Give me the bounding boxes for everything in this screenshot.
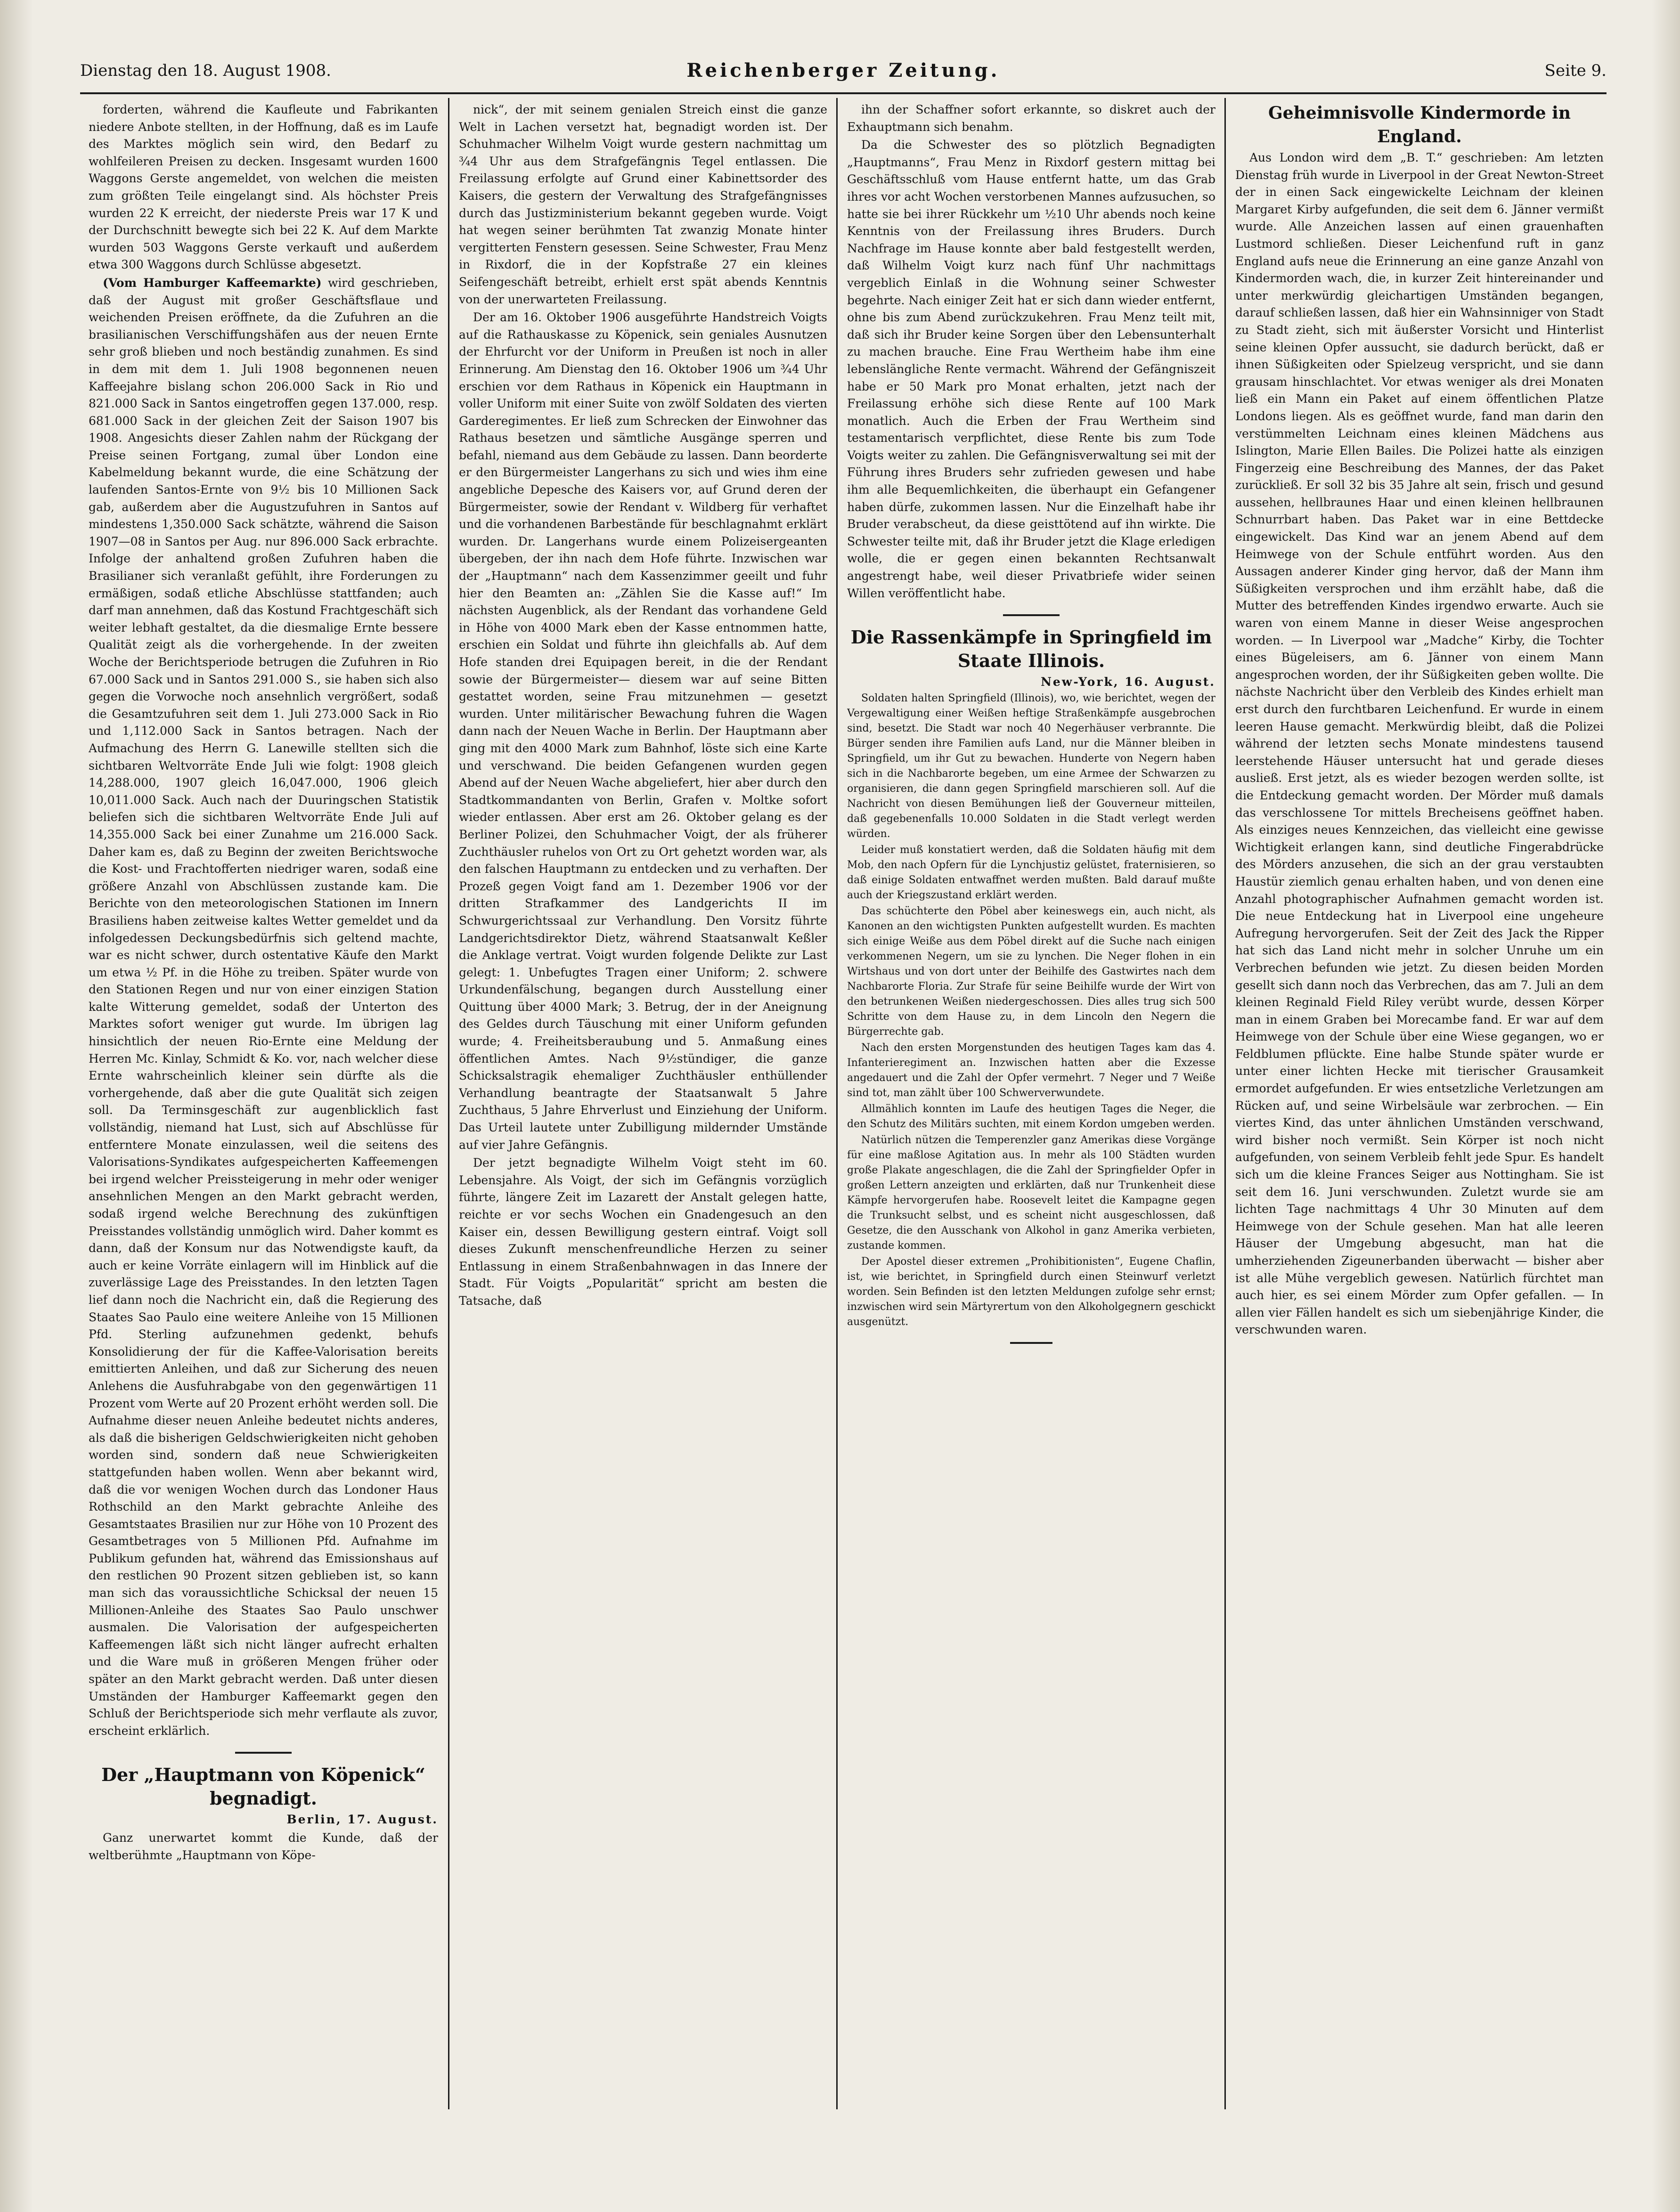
dateline-new-york: New-York, 16. August. <box>1041 675 1215 689</box>
column-rule-1 <box>448 98 449 2109</box>
column-rule-2 <box>836 98 838 2109</box>
article-kindermorde: Aus London wird dem „B. T.“ geschrieben: Am letzten Dienstag früh wurde in Liverpool in der Great Newton-Street der in einen Sack eingewickelte Leichnam der kleinen Margaret Kirby aufgefunden, die seit dem 6. Jänner vermißt wurde. Alle Anzeichen lassen auf einen grauenhaften Lustmord schließen. Dieser Leichenfund ruft in ganz England aufs neue die Erinnerung an eine ganze Anzahl von Kindermorden wach, die, in kurzer Zeit hintereinander und unter merkwürdig gleichartigen Umständen begangen, darauf schließen lassen, daß hier ein Wahnsinniger von Stadt zu Stadt zieht, sich mit äußerster Vorsicht und Hinterlist seine kleinen Opfer aussucht, sie dadurch berückt, daß er ihnen Süßigkeiten oder Spielzeug verspricht, und sie dann grausam hinschlachtet. Vor etwas weniger als drei Monaten ließ ein Mann ein Paket auf einem öffentlichen Platze Londons liegen. Als es geöffnet wurde, fand man darin den verstümmelten Leichnam eines kleinen Mädchens aus Islington, Marie Ellen Bailes. Die Polizei hatte als einzigen Fingerzeig eine Beschreibung des Mannes, der das Paket zurückließ. Er soll 32 bis 35 Jahre alt sein, frisch und gesund aussehen, hellbraunes Haar und einen kleinen hellbraunen Schnurrbart haben. Das Paket war in eine Bettdecke eingewickelt. Das Kind war an jenem Abend auf dem Heimwege von der Schule entführt worden. Aus den Aussagen anderer Kinder ging hervor, daß der Mann ihm Süßigkeiten versprochen und ihm erzählt habe, daß die Mutter des betreffenden Kindes irgendwo erwarte. Auch sie waren von einem Manne in dieser Weise angesprochen worden. — In Liverpool war „Madche“ Kirby, die Tochter eines Bügeleisers, am 6. Jänner von einem Mann angesprochen worden, der ihr Süßigkeiten geben wollte. Die nächste Nachricht über den Verbleib des Kindes erhielt man erst durch den furchtbaren Leichenfund. Er wurde in einem leeren Hause gemacht. Merkwürdig bleibt, daß die Polizei während der letzten sechs Monate mindestens tausend leerstehende Häuser untersucht hat und gerade dieses ausließ. Erst jetzt, als es wieder bezogen werden sollte, ist die Entdeckung gemacht worden. Der Mörder muß damals das verschlossene Tor mittels Brecheisens geöffnet haben. Als einziges neues Kennzeichen, das vielleicht eine gewisse Wichtigkeit erlangen kann, sind deutliche Fingerabdrücke des Mörders anzusehen, die sich an der grau verstaubten Haustür ziemlich genau erhalten haben, und von denen eine Anzahl photographischer Aufnahmen gemacht worden ist. Die neue Entdeckung hat in Liverpool eine ungeheure Aufregung hervorgerufen. Seit der Zeit des Jack the Ripper hat sich das Land nicht mehr in solcher Unruhe um ein Verbrechen befunden wie jetzt. Zu diesen beiden Morden gesellt sich dann noch das Verbrechen, das am 7. Juli an dem kleinen Reginald Field Riley verübt wurde, dessen Körper man in einem Graben bei Morecambe fand. Er war auf dem Heimwege von der Schule über eine Wiese gegangen, wo er Feldblumen pflückte. Eine halbe Stunde später wurde er unter einer lichten Hecke mit tierischer Grausamkeit ermordet aufgefunden. Er wies entsetzliche Verletzungen am Rücken auf, und seine Wirbelsäule war zerbrochen. — Ein viertes Kind, das unter ähnlichen Umständen verschwand, wird bisher noch vermißt. Sein Körper ist noch nicht aufgefunden, von seinem Verbleib fehlt jede Spur. Es handelt sich um die kleine Frances Seiger aus Nottingham. Sie ist seit dem 16. Juni verschwunden. Zuletzt wurde sie am lichten Tage nachmittags 4 Uhr 30 Minuten auf dem Heimwege von der Schule gesehen. Man hat alle leeren Häuser der Umgebung abgesucht, man hat die umherziehenden Zigeunerbanden überwacht — bisher aber ist alle Mühe vergeblich gewesen. Natürlich fürchtet man auch hier, es sei einem Mörder zum Opfer gefallen. — In allen vier Fällen handelt es sich um siebenjährige Kinder, die verschwunden waren. <box>1235 151 1604 1337</box>
article-koepenick-p3: Der jetzt begnadigte Wilhelm Voigt steht im 60. Lebensjahre. Als Voigt, der sich im Gefängnis vorzüglich führte, längere Zeit im Lazarett der Anstalt gelegen hatte, reichte er vor sechs Wochen ein Gnadengesuch an den Kaiser ein, dessen Bewilligung gestern eintraf. Voigt soll dieses Zukunft menschenfreundliche Herzen zu seiner Entlassung in einem Straßenbahnwagen in das Innere der Stadt. Für Voigts „Popularität“ spricht am besten die Tatsache, daß <box>459 1156 827 1308</box>
headline-kindermorde: Geheimnisvolle Kindermorde in England. <box>1268 103 1571 146</box>
header-date: Dienstag den 18. August 1908. <box>80 61 331 80</box>
headline-springfield: Die Rassenkämpfe in Springfield im Staate Illinois. <box>850 626 1212 672</box>
headline-koepenick: Der „Hauptmann von Köpenick“ begnadigt. <box>101 1764 425 1809</box>
article-coffee-market <box>89 275 438 1740</box>
page-number: Seite 9. <box>1544 61 1607 80</box>
article-springfield-p4: Nach den ersten Morgenstunden des heutigen Tages kam das 4. Infanterieregiment an. Inzwischen hatten aber die Exzesse angedauert und die Zahl der Opfer vermehrt. 7 Neger und 7 Weiße sind tot, man zählt über 100 Schwerverwundete. <box>847 1041 1215 1099</box>
article-divider <box>1003 614 1060 616</box>
masthead: Reichenberger Zeitung. <box>686 59 1000 81</box>
article-divider <box>235 1752 292 1754</box>
scan-edge-left <box>0 0 33 2212</box>
page-header <box>80 57 1607 89</box>
column-4 <box>1235 101 1604 2108</box>
article-springfield-p3: Das schüchterte den Pöbel aber keineswegs ein, auch nicht, als Kanonen an den wichtigsten Punkten aufgestellt wurden. Es machten sich einige Weiße aus dem Pöbel direkt auf die Suche nach einigen verkommenen Negern, um sie zu lynchen. Die Neger flohen in ein Wirtshaus und von dort unter der Beihilfe des Gastwirtes nach dem Nachbarorte Floria. Zur Strafe für seine Beihilfe wurde der Wirt von den betrunkenen Weißen niedergeschossen. Dies alles trug sich 500 Schritte von dem Hause zu, in dem Lincoln den Negern die Bürgerrechte gab. <box>847 905 1215 1038</box>
column-3 <box>847 101 1215 2108</box>
column-2 <box>459 101 827 2108</box>
column-rule-3 <box>1224 98 1226 2109</box>
article-springfield-p7: Der Apostel dieser extremen „Prohibitionisten“, Eugene Chaflin, ist, wie berichtet, in Springfield durch einen Steinwurf verletzt worden. Sein Befinden ist den letzten Meldungen zufolge sehr ernst; inzwischen wird sein Märtyrertum von den Alkoholgegnern geschickt ausgenützt. <box>847 1255 1215 1328</box>
article-koepenick-p4: ihn der Schaffner sofort erkannte, so diskret auch der Exhauptmann sich benahm. <box>847 103 1215 134</box>
article-koepenick-p5: Da die Schwester des so plötzlich Begnadigten „Hauptmanns“, Frau Menz in Rixdorf gestern mittag bei Geschäftsschluß vom Hause entfernt hatte, um das Grab ihres vor acht Wochen verstorbenen Mannes aufzusuchen, so hatte sie bei ihrer Rückkehr um ½10 Uhr abends noch keine Kenntnis von der Freilassung ihres Bruders. Durch Nachfrage im Hause konnte aber bald festgestellt werden, daß Wilhelm Voigt kurz nach fünf Uhr nachmittags vergeblich Einlaß in die Wohnung seiner Schwester begehrte. Nach einiger Zeit hat er sich dann wieder entfernt, ohne bis zum Abend zurückzukehren. Frau Menz teilt mit, daß sich ihr Bruder keine Sorgen über den Lebensunterhalt zu machen brauche. Eine Frau Wertheim habe ihm eine lebenslängliche Rente vermacht. Während der Gefängniszeit habe er 50 Mark pro Monat erhalten, jetzt nach der Freilassung erhöhe sich diese Rente auf 100 Mark monatlich. Auch die Erben der Frau Wertheim sind testamentarisch verpflichtet, diese Rente bis zum Tode Voigts weiter zu zahlen. Die Gefängnisverwaltung sei mit der Führung ihres Bruders sehr zufrieden gewesen und habe ihm alle Bequemlichkeiten, die überhaupt ein Gefangener haben dürfe, zukommen lassen. Nur die Einzelhaft habe ihr Bruder verabscheut, da diese geisttötend auf ihn wirkte. Die Schwester teilte mit, daß ihr Bruder jetzt die Klage erledigen wolle, die er gegen einen bekannten Rechtsanwalt angestrengt habe, weil dieser Privatbriefe wider seinen Willen veröffentlicht habe. <box>847 138 1215 600</box>
article-koepenick-start: Ganz unerwartet kommt die Kunde, daß der weltberühmte „Hauptmann von Köpe- <box>89 1831 438 1862</box>
article-springfield-p1: Soldaten halten Springfield (Illinois), wo, wie berichtet, wegen der Vergewaltigung einer Weißen heftige Straßenkämpfe ausgebrochen sind, besetzt. Die Stadt war noch 40 Negerhäuser verbrannte. Die Bürger senden ihre Familien aufs Land, nur die Männer bleiben in Springfield, um ihr Gut zu bewachen. Hunderte von Negern haben sich in die Nachbarorte begeben, um eine Armee der Schwarzen zu organisieren, die dann gegen Springfield marschieren soll. Auf die Nachricht von diesen Bemühungen ließ der Gouverneur mitteilen, daß gegebenenfalls 10.000 Soldaten in die Stadt verlegt werden würden. <box>847 692 1215 840</box>
dateline-berlin: Berlin, 17. August. <box>286 1813 438 1827</box>
article-springfield-body <box>847 691 1215 1330</box>
article-springfield-p5: Allmählich konnten im Laufe des heutigen Tages die Neger, die den Schutz des Militärs suchten, mit einem Kordon umgeben werden. <box>847 1103 1215 1130</box>
article-coffee-text: wird geschrieben, daß der August mit großer Geschäftsflaue und weichenden Preisen eröffnete, da die Zufuhren an die brasilianischen Verschiffungshäfen aus der neuen Ernte sehr groß blieben und noch beständig zunahmen. Es sind in dem mit dem 1. Juli 1908 begonnenen neuen Kaffeejahre bislang schon 206.000 Sack in Rio und 821.000 Sack in Santos eingetroffen gegen 137.000, resp. 681.000 Sack in der gleichen Zeit der Saison 1907 bis 1908. Angesichts dieser Zahlen nahm der Rückgang der Preise seinen Fortgang, zumal über London eine Kabelmeldung bekannt wurde, die eine Schätzung der laufenden Santos-Ernte von 9½ bis 10 Millionen Sack gab, außerdem aber die Augustzufuhren in Santos auf mindestens 1,350.000 Sack schätzte, während die Saison 1907—08 in Santos per Aug. nur 896.000 Sack erbrachte. Infolge der anhaltend großen Zufuhren haben die Brasilianer sich veranlaßt gefühlt, ihre Forderungen zu ermäßigen, sodaß etliche Abschlüsse stattfanden; auch darf man annehmen, daß das Kostund Frachtgeschäft sich weiter lebhaft gestaltet, da die diesmalige Ernte bessere Qualität zeigt als die vorhergehende. In der zweiten Woche der Berichtsperiode betrugen die Zufuhren in Rio 67.000 Sack und in Santos 291.000 S., sie haben sich also gegen die Vorwoche noch ansehnlich vergrößert, sodaß die Gesamtzufuhren seit dem 1. Juli 273.000 Sack in Rio und 1,112.000 Sack in Santos betragen. Nach der Aufmachung des Herrn G. Lanewille stellten sich die sichtbaren Weltvorräte Ende Juli wie folgt: 1908 gleich 14,288.000, 1907 gleich 16,047.000, 1906 gleich 10,011.000 Sack. Auch nach der Duuringschen Statistik beliefen sich die sichtbaren Weltvorräte Ende Juli auf 14,355.000 Sack bei einer Zunahme um 216.000 Sack. Daher kam es, daß zu Beginn der zweiten Berichtswoche die Kost- und Frachtofferten niedriger waren, sodaß eine größere Anzahl von Abschlüssen zustande kam. Die Berichte von den meteorologischen Stationen im Innern Brasiliens haben zeitweise kaltes Wetter gemeldet und da infolgedessen Deckungsbedürfnis sich geltend machte, war es nicht schwer, durch ostentative Käufe den Markt um etwa ½ Pf. in die Höhe zu treiben. Später wurde von den Stationen Regen und nur von einer einzigen Station kalte Witterung gemeldet, sodaß der Unterton des Marktes sofort weniger gut wurde. Im übrigen lag hinsichtlich der neuen Rio-Ernte eine Meldung der Herren Mc. Kinlay, Schmidt & Ko. vor, nach welcher diese Ernte wahrscheinlich kleiner sein dürfte als die vorhergehende, daß aber die gute Qualität sich zeigen soll. Da Terminsgeschäft zur augenblicklich fast vollständig, niemand hat Lust, sich auf Abschlüsse für entferntere Monate einzulassen, weil die seitens des Valorisations-Syndikates aufgespeicherten Kaffeemengen bei irgend welcher Preissteigerung in mehr oder weniger ansehnlichen Mengen an den Markt gebracht werden, sodaß irgend welche Berechnung des zukünftigen Preisstandes vollständig unmöglich wird. Daher kommt es dann, daß der Konsum nur das Notwendigste kauft, da auch er keine Vorräte einlagern will im Hinblick auf die zuverlässige Lage des Preisstandes. In den letzten Tagen lief dann noch die Nachricht ein, daß die Regierung des Staates Sao Paulo eine weitere Anleihe von 15 Millionen Pfd. Sterling aufzunehmen gedenkt, behufs Konsolidierung der für die Kaffee-Valorisation bereits emittierten Anleihen, und daß zur Sicherung des neuen Anlehens die Ausfuhrabgabe von den gegenwärtigen 11 Prozent vom Werte auf 20 Prozent erhöht werden soll. Die Aufnahme dieser neuen Anleihe bedeutet nichts anderes, als daß die bisherigen Geldschwierigkeiten nicht gehoben worden sind, sondern daß neue Schwierigkeiten stattgefunden haben wollen. Wenn aber bekannt wird, daß die vor wenigen Wochen durch das Londoner Haus Rothschild an den Markt gebrachte Anleihe des Gesamtstaates Brasilien nur zur Höhe von 10 Prozent des Gesamtbetrages von 5 Millionen Pfd. Aufnahme im Publikum gefunden hat, während das Emissionshaus auf den restlichen 90 Prozent sitzen geblieben ist, so kann man sich das voraussichtliche Schicksal der neuen 15 Millionen-Anleihe des Staates Sao Paulo unschwer ausmalen. Die Valorisation der aufgespeicherten Kaffeemengen läßt sich nicht länger aufrecht erhalten und die Ware muß in größeren Mengen früher oder später an den Markt gebracht werden. Daß unter diesen Umständen der Hamburger Kaffeemarkt gegen den Schluß der Berichtsperiode sich mehr verflaute als zuvor, erscheint erklärlich. <box>89 276 438 1738</box>
column-1 <box>89 101 438 2108</box>
article-end-divider <box>1010 1342 1052 1344</box>
scan-edge-right <box>1652 0 1680 2212</box>
article-koepenick-p1: nick“, der mit seinem genialen Streich einst die ganze Welt in Lachen versetzt hat, begnadigt worden ist. Der Schuhmacher Wilhelm Voigt wurde gestern nachmittag um ¾4 Uhr aus dem Strafgefängnis Tegel entlassen. Die Freilassung erfolgte auf Grund einer Kabinettsorder des Kaisers, die gestern der Verwaltung des Strafgefängnisses durch das Justizministerium bekannt gegeben wurde. Voigt hat wegen seiner berühmten Tat zwanzig Monate hinter vergitterten Fenstern gesessen. Seine Schwester, Frau Menz in Rixdorf, die in der Kopfstraße 27 ein kleines Seifengeschäft betreibt, erhielt erst spät abends Kenntnis von der unerwarteten Freilassung. <box>459 103 827 306</box>
article-springfield-p6: Natürlich nützen die Temperenzler ganz Amerikas diese Vorgänge für eine maßlose Agitation aus. In mehr als 100 Städten wurden große Plakate angeschlagen, die die Zahl der Springfielder Opfer in großen Lettern anzeigten und erklärten, daß nur Trunkenheit diese Kämpfe hervorgerufen habe. Roosevelt leitet die Kampagne gegen die Trunksucht selbst, und es scheint nicht ausgeschlossen, daß Gesetze, die den Ausschank von Alkohol in ganz Amerika verbieten, zustande kommen. <box>847 1134 1215 1252</box>
header-rule <box>80 92 1607 94</box>
article-koepenick-p2: Der am 16. Oktober 1906 ausgeführte Handstreich Voigts auf die Rathauskasse zu Köpenick, sein geniales Ausnutzen der Ehrfurcht vor der Uniform in Preußen ist noch in aller Erinnerung. Am Dienstag den 16. Oktober 1906 um ¾4 Uhr erschien vor dem Rathaus in Köpenick ein Hauptmann in voller Uniform mit einer Suite von zwölf Soldaten des vierten Garderegimentes. Er ließ zum Schrecken der Einwohner das Rathaus besetzen und sämtliche Ausgänge sperren und befahl, niemand aus dem Gebäude zu lassen. Dann beorderte er den Bürgermeister Langerhans zu sich und wies ihm eine angebliche Depesche des Kaisers vor, auf Grund deren der Bürgermeister, sowie der Rendant v. Wildberg für verhaftet und die vorhandenen Barbestände für beschlagnahmt erklärt wurden. Dr. Langerhans wurde einem Polizeisergeanten übergeben, der ihn nach dem Hofe führte. Inzwischen war der „Hauptmann“ nach dem Kassenzimmer geeilt und fuhr hier den Beamten an: „Zählen Sie die Kasse auf!“ Im nächsten Augenblick, als der Rendant das vorhandene Geld in Höhe von 4000 Mark eben der Kasse entnommen hatte, erschien ein Soldat und führte ihn gleichfalls ab. Auf dem Hofe standen drei Equipagen bereit, in die der Rendant sowie der Bürgermeister— diesem war auf seine Bitten gestattet worden, seine Frau mitzunehmen — gesetzt wurden. Unter militärischer Bewachung fuhren die Wagen dann nach der Neuen Wache in Berlin. Der Hauptmann aber ging mit den 4000 Mark zum Bahnhof, löste sich eine Karte und verschwand. Die beiden Gefangenen wurden gegen Abend auf der Neuen Wache abgeliefert, hier aber durch den Stadtkommandanten von Berlin, Grafen v. Moltke sofort wieder entlassen. Aber erst am 26. Oktober gelang es der Berliner Polizei, den Schuhmacher Voigt, der als früherer Zuchthäusler ruhelos von Ort zu Ort gehetzt worden war, als den falschen Hauptmann zu entdecken und zu verhaften. Der Prozeß gegen Voigt fand am 1. Dezember 1906 vor der dritten Strafkammer des Landgerichts II im Schwurgerichtssaal zur Verhandlung. Den Vorsitz führte Landgerichtsdirektor Dietz, während Staatsanwalt Keßler die Anklage vertrat. Voigt wurden folgende Delikte zur Last gelegt: 1. Unbefugtes Tragen einer Uniform; 2. schwere Urkundenfälschung, begangen durch Ausstellung einer Quittung über 4000 Mark; 3. Betrug, der in der Aneignung des Geldes durch Täuschung mit einer Uniform gefunden wurde; 4. Freiheitsberaubung und 5. Anmaßung eines öffentlichen Amtes. Nach 9½stündiger, die ganze Schicksalstragik ehemaliger Zuchthäusler enthüllender Verhandlung beantragte der Staatsanwalt 5 Jahre Zuchthaus, 5 Jahre Ehrverlust und Einziehung der Uniform. Das Urteil lautete unter Zubilligung mildernder Umstände auf vier Jahre Gefängnis. <box>459 310 827 1152</box>
article-springfield-p2: Leider muß konstatiert werden, daß die Soldaten häufig mit dem Mob, den nach Opfern für die Lynchjustiz gelüstet, fraternisieren, so daß einige Soldaten entwaffnet werden mußten. Bald darauf mußte auch der Kriegszustand erklärt werden. <box>847 844 1215 901</box>
section-title-coffee: (Vom Hamburger Kaffeemarkte) <box>103 276 322 290</box>
article-grain-market-end: forderten, während die Kaufleute und Fabrikanten niedere Anbote stellten, in der Hoffnung, daß es im Laufe des Marktes möglich sein wird, den Bedarf zu wohlfeileren Preisen zu decken. Insgesamt wurden 1600 Waggons Gerste angemeldet, von welchen die meisten zum größten Teile eingelangt sind. Als höchster Preis wurden 22 K erreicht, der niederste Preis war 17 K und der Durchschnitt bewegte sich bei 22 K. Auf dem Markte wurden 503 Waggons Gerste verkauft und außerdem etwa 300 Waggons durch Schlüsse abgesetzt. <box>89 103 438 272</box>
